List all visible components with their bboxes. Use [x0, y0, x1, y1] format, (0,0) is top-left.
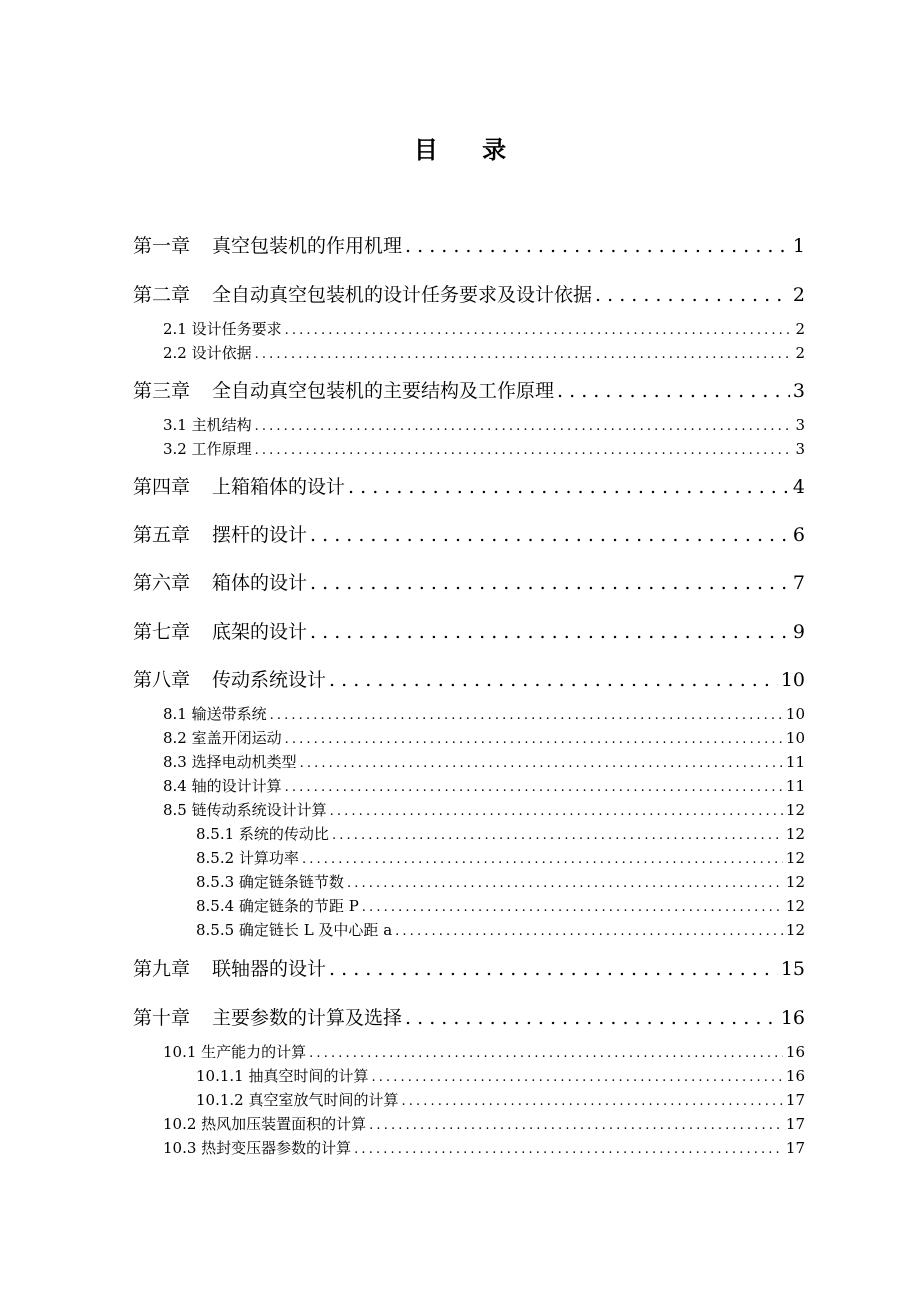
- page-number: 16: [785, 1067, 805, 1085]
- page-number: 10: [780, 669, 805, 691]
- dot-leader: [309, 1046, 783, 1061]
- page-number: 17: [785, 1115, 805, 1133]
- subsection-title: 8.5.2 计算功率: [196, 849, 299, 867]
- toc-entry-label: [133, 1003, 402, 1030]
- dot-leader: [285, 732, 783, 747]
- toc-entry[interactable]: [163, 342, 805, 362]
- chapter-number: 第九章: [133, 958, 191, 980]
- page-number: 12: [785, 801, 805, 819]
- section-title: 3.1 主机结构: [163, 416, 252, 434]
- dot-leader: [557, 380, 790, 402]
- toc-entry[interactable]: [133, 376, 805, 402]
- chapter-number: 第四章: [133, 476, 191, 498]
- dot-leader: [348, 476, 790, 498]
- toc-entry[interactable]: [163, 1041, 805, 1061]
- page-number: 16: [785, 1043, 805, 1061]
- dot-leader: [401, 1094, 782, 1109]
- toc-entry-label: [133, 954, 326, 981]
- toc-entry[interactable]: [196, 1065, 805, 1085]
- section-title: 10.1 生产能力的计算: [163, 1043, 307, 1061]
- dot-leader: [347, 876, 783, 891]
- section-title: 8.3 选择电动机类型: [163, 753, 297, 771]
- page-number: 9: [792, 621, 805, 643]
- page-number: 15: [780, 958, 805, 980]
- dot-leader: [255, 443, 793, 458]
- page-number: 6: [792, 524, 805, 546]
- toc-entry[interactable]: [133, 568, 805, 594]
- section-title: 10.2 热风加压装置面积的计算: [163, 1115, 367, 1133]
- section-title: 10.3 热封变压器参数的计算: [163, 1139, 352, 1157]
- chapter-number: 第十章: [133, 1007, 191, 1029]
- page-number: 4: [792, 476, 805, 498]
- toc-entry[interactable]: [163, 799, 805, 819]
- dot-leader: [255, 347, 793, 362]
- dot-leader: [285, 780, 783, 795]
- toc-entry[interactable]: [163, 775, 805, 795]
- dot-leader: [285, 323, 793, 338]
- section-title: 2.2 设计依据: [163, 344, 252, 362]
- chapter-number: 第三章: [133, 380, 191, 402]
- section-title: 8.2 室盖开闭运动: [163, 729, 282, 747]
- toc-entry-label: [133, 568, 307, 595]
- section-title: 3.2 工作原理: [163, 440, 252, 458]
- toc-entry[interactable]: [196, 847, 805, 867]
- chapter-title: 底架的设计: [212, 621, 308, 643]
- page-number: 3: [795, 416, 805, 434]
- dot-leader: [310, 621, 790, 643]
- toc-entry[interactable]: [163, 438, 805, 458]
- toc-entry-label: [133, 617, 307, 644]
- dot-leader: [405, 1007, 778, 1029]
- toc-entry[interactable]: [133, 954, 805, 980]
- toc-entry[interactable]: [163, 727, 805, 747]
- chapter-title: 联轴器的设计: [212, 958, 327, 980]
- page-number: 17: [785, 1091, 805, 1109]
- dot-leader: [255, 419, 793, 434]
- dot-leader: [369, 1118, 783, 1133]
- toc-entry-label: [133, 231, 402, 258]
- dot-leader: [329, 669, 778, 691]
- dot-leader: [310, 572, 790, 594]
- page-number: 1: [792, 235, 805, 257]
- toc-title: 目 录: [413, 135, 525, 164]
- toc-entry[interactable]: [163, 414, 805, 434]
- page-number: 10: [785, 705, 805, 723]
- chapter-title: 全自动真空包装机的设计任务要求及设计依据: [212, 284, 593, 306]
- subsection-title: 8.5.5 确定链长 L 及中心距 a: [196, 921, 393, 939]
- chapter-title: 真空包装机的作用机理: [212, 235, 403, 257]
- page-number: 2: [795, 320, 805, 338]
- page-number: 3: [795, 440, 805, 458]
- subsection-title: 8.5.1 系统的传动比: [196, 825, 329, 843]
- chapter-number: 第二章: [133, 284, 191, 306]
- toc-entry[interactable]: [163, 318, 805, 338]
- dot-leader: [300, 756, 783, 771]
- toc-entry[interactable]: [196, 871, 805, 891]
- chapter-number: 第五章: [133, 524, 191, 546]
- chapter-title: 箱体的设计: [212, 572, 308, 594]
- page-number: 17: [785, 1139, 805, 1157]
- chapter-number: 第七章: [133, 621, 191, 643]
- chapter-title: 上箱箱体的设计: [212, 476, 346, 498]
- subsection-title: 8.5.4 确定链条的节距 P: [196, 897, 359, 915]
- toc-entry[interactable]: [163, 703, 805, 723]
- page-number: 3: [792, 380, 805, 402]
- dot-leader: [330, 804, 783, 819]
- chapter-number: 第八章: [133, 669, 191, 691]
- chapter-title: 摆杆的设计: [212, 524, 308, 546]
- page-number: 10: [785, 729, 805, 747]
- section-title: 8.5 链传动系统设计计算: [163, 801, 327, 819]
- chapter-number: 第六章: [133, 572, 191, 594]
- toc-entry[interactable]: [133, 472, 805, 498]
- toc-entry[interactable]: [163, 1113, 805, 1133]
- dot-leader: [395, 924, 783, 939]
- section-title: 2.1 设计任务要求: [163, 320, 282, 338]
- subsection-title: 10.1.1 抽真空时间的计算: [196, 1067, 369, 1085]
- page-number: 12: [785, 849, 805, 867]
- toc-entry-label: [133, 520, 307, 547]
- toc-entry[interactable]: [133, 280, 805, 306]
- toc-entry[interactable]: [133, 617, 805, 643]
- toc-entry[interactable]: [196, 895, 805, 915]
- toc-entry[interactable]: [163, 751, 805, 771]
- dot-leader: [329, 958, 778, 980]
- toc-entry[interactable]: [196, 1089, 805, 1109]
- page-number: 11: [785, 753, 805, 771]
- subsection-title: 10.1.2 真空室放气时间的计算: [196, 1091, 399, 1109]
- toc-entry[interactable]: [196, 823, 805, 843]
- toc-entry[interactable]: [196, 919, 805, 939]
- section-title: 8.4 轴的设计计算: [163, 777, 282, 795]
- chapter-title: 传动系统设计: [212, 669, 327, 691]
- page-number: 7: [792, 572, 805, 594]
- chapter-number: 第一章: [133, 235, 191, 257]
- page-number: 11: [785, 777, 805, 795]
- page-number: 12: [785, 825, 805, 843]
- toc-entry-label: [133, 280, 592, 307]
- page-number: 12: [785, 873, 805, 891]
- chapter-title: 全自动真空包装机的主要结构及工作原理: [212, 380, 555, 402]
- dot-leader: [362, 900, 783, 915]
- page-number: 2: [795, 344, 805, 362]
- dot-leader: [595, 284, 790, 306]
- subsection-title: 8.5.3 确定链条链节数: [196, 873, 344, 891]
- page-number: 12: [785, 921, 805, 939]
- toc-entry-label: [133, 472, 345, 499]
- dot-leader: [302, 852, 783, 867]
- dot-leader: [270, 708, 783, 723]
- page-number: 2: [792, 284, 805, 306]
- toc-entry[interactable]: [133, 665, 805, 691]
- dot-leader: [405, 235, 790, 257]
- toc-entry-label: [133, 665, 326, 692]
- section-title: 8.1 输送带系统: [163, 705, 267, 723]
- toc-entry[interactable]: [163, 1137, 805, 1157]
- page-number: 16: [780, 1007, 805, 1029]
- dot-leader: [332, 828, 783, 843]
- toc-entry[interactable]: [133, 231, 805, 257]
- toc-entry[interactable]: [133, 1003, 805, 1029]
- page-number: 12: [785, 897, 805, 915]
- chapter-title: 主要参数的计算及选择: [212, 1007, 403, 1029]
- dot-leader: [371, 1070, 782, 1085]
- toc-entry-label: [133, 376, 554, 403]
- dot-leader: [310, 524, 790, 546]
- toc-entry[interactable]: [133, 520, 805, 546]
- dot-leader: [354, 1142, 783, 1157]
